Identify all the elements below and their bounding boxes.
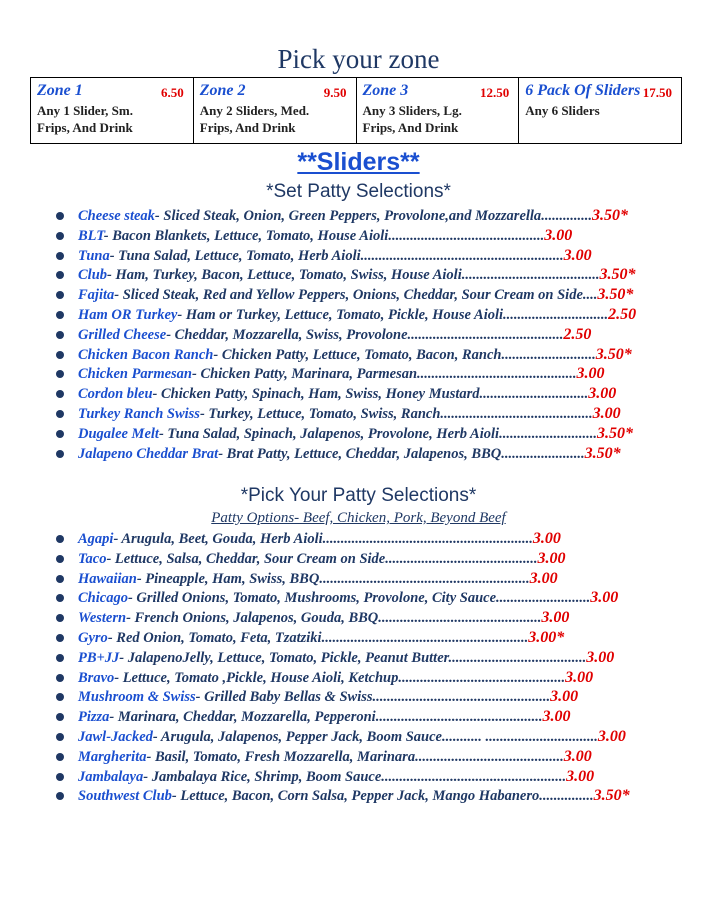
bullet-icon bbox=[56, 773, 64, 781]
bullet-icon bbox=[56, 634, 64, 642]
item-leader-dots: ....................... bbox=[501, 445, 585, 462]
zone-name: Zone 1 bbox=[37, 82, 83, 99]
menu-item bbox=[56, 628, 630, 648]
item-leader-dots: .............................................. bbox=[398, 669, 566, 686]
menu-item bbox=[56, 424, 636, 444]
pick-patty-heading: *Pick Your Patty Selections* bbox=[240, 485, 477, 506]
item-leader-dots: ................................................... bbox=[381, 768, 567, 785]
menu-item bbox=[56, 404, 636, 424]
item-description: - JalapenoJelly, Lettuce, Tomato, Pickle, Peanut Butter bbox=[119, 649, 449, 666]
item-description: - Brat Patty, Lettuce, Cheddar, Jalapenos, BBQ bbox=[218, 445, 502, 462]
menu-item bbox=[56, 588, 630, 608]
menu-item bbox=[56, 668, 630, 688]
bullet-icon bbox=[56, 693, 64, 701]
item-description: - Ham or Turkey, Lettuce, Tomato, Pickle, House Aioli bbox=[177, 306, 504, 323]
item-name: Chicken Bacon Ranch bbox=[78, 346, 214, 363]
item-leader-dots: ................................................. bbox=[372, 689, 551, 706]
item-name: Jambalaya bbox=[78, 768, 144, 785]
menu-item bbox=[56, 767, 630, 787]
pick-patty-list bbox=[56, 529, 630, 806]
zone-name: Zone 3 bbox=[362, 82, 409, 99]
item-description: - Lettuce, Salsa, Cheddar, Sour Cream on Side bbox=[106, 550, 386, 567]
item-price: 3.50* bbox=[593, 787, 630, 805]
bullet-icon bbox=[56, 430, 64, 438]
menu-item bbox=[56, 687, 630, 707]
item-description: - Jambalaya Rice, Shrimp, Boom Sauce bbox=[143, 768, 382, 785]
menu-item bbox=[56, 444, 636, 464]
item-price: 3.00 bbox=[541, 609, 570, 627]
zone-name: Zone 2 bbox=[199, 82, 246, 99]
zone-desc-line1: Any 1 Slider, Sm. bbox=[37, 103, 133, 118]
item-leader-dots: ........................................... bbox=[388, 227, 545, 244]
bullet-icon bbox=[56, 792, 64, 800]
bullet-icon bbox=[56, 232, 64, 240]
item-name: Bravo bbox=[78, 669, 115, 686]
item-price: 3.00 bbox=[537, 549, 566, 567]
item-name: Cordon bleu bbox=[78, 386, 153, 403]
item-leader-dots: .......................................................... bbox=[319, 570, 530, 587]
item-description: - Grilled Baby Bellas & Swiss bbox=[195, 689, 373, 706]
item-price: 3.50* bbox=[597, 286, 634, 304]
item-name: Pizza bbox=[78, 709, 110, 726]
item-price: 3.00* bbox=[528, 628, 565, 646]
bullet-icon bbox=[56, 614, 64, 622]
item-price: 3.00 bbox=[588, 385, 617, 403]
menu-item bbox=[56, 364, 636, 384]
bullet-icon bbox=[56, 331, 64, 339]
bullet-icon bbox=[56, 555, 64, 563]
bullet-icon bbox=[56, 450, 64, 458]
item-description: - Grilled Onions, Tomato, Mushrooms, Provolone, City Sauce bbox=[127, 590, 497, 607]
menu-item bbox=[56, 549, 630, 569]
bullet-icon bbox=[56, 390, 64, 398]
item-leader-dots: ........................................... bbox=[407, 326, 564, 343]
item-name: Cheese steak bbox=[78, 208, 155, 224]
bullet-icon bbox=[56, 370, 64, 378]
item-description: - Arugula, Jalapenos, Pepper Jack, Boom Sauce bbox=[152, 728, 442, 745]
bullet-icon bbox=[56, 212, 64, 220]
item-description: - French Onions, Jalapenos, Gouda, BBQ bbox=[126, 610, 379, 627]
item-leader-dots: ............................................. bbox=[378, 610, 542, 627]
item-leader-dots: ...................................... bbox=[461, 267, 600, 284]
item-price: 3.00 bbox=[590, 589, 619, 607]
item-description: - Turkey, Lettuce, Tomato, Swiss, Ranch bbox=[199, 405, 441, 422]
set-patty-heading: *Set Patty Selections* bbox=[266, 181, 451, 202]
menu-item bbox=[56, 226, 636, 246]
item-price: 3.00 bbox=[563, 246, 592, 264]
item-price: 3.00 bbox=[563, 747, 592, 765]
zone-price: 12.50 bbox=[480, 85, 510, 100]
item-name: Southwest Club bbox=[78, 788, 172, 805]
menu-item bbox=[56, 529, 630, 549]
menu-item bbox=[56, 325, 636, 345]
item-price: 3.00 bbox=[550, 688, 579, 706]
item-leader-dots: ............................. bbox=[503, 306, 609, 323]
item-description: - Cheddar, Mozzarella, Swiss, Provolone bbox=[166, 326, 408, 343]
item-leader-dots: .......................... bbox=[501, 346, 596, 363]
bullet-icon bbox=[56, 311, 64, 319]
item-description: - Tuna Salad, Lettuce, Tomato, Herb Aioli bbox=[109, 247, 361, 264]
item-leader-dots: ........................... bbox=[499, 425, 597, 442]
menu-item bbox=[56, 246, 636, 266]
item-name: Jawl-Jacked bbox=[78, 728, 153, 745]
menu-item bbox=[56, 727, 630, 747]
zone-desc-line1: Any 6 Sliders bbox=[525, 103, 600, 118]
item-name: Turkey Ranch Swiss bbox=[78, 405, 200, 422]
zone-name: 6 Pack Of Sliders bbox=[525, 82, 641, 99]
item-price: 3.00 bbox=[532, 530, 561, 547]
zone-desc-line1: Any 2 Sliders, Med. bbox=[199, 103, 310, 118]
menu-item bbox=[56, 345, 636, 365]
item-description: - Chicken Patty, Spinach, Ham, Swiss, Honey Mustard bbox=[152, 386, 480, 403]
item-description: - Sliced Steak, Red and Yellow Peppers, Onions, Cheddar, Sour Cream on Side bbox=[114, 287, 583, 304]
item-leader-dots: ......................................... bbox=[415, 748, 564, 765]
bullet-icon bbox=[56, 753, 64, 761]
bullet-icon bbox=[56, 654, 64, 662]
menu-item bbox=[56, 265, 636, 285]
bullet-icon bbox=[56, 291, 64, 299]
menu-item bbox=[56, 285, 636, 305]
bullet-icon bbox=[56, 594, 64, 602]
bullet-icon bbox=[56, 575, 64, 583]
item-price: 3.00 bbox=[576, 365, 605, 383]
bullet-icon bbox=[56, 410, 64, 418]
item-name: Western bbox=[78, 610, 127, 627]
item-leader-dots: .......................................... bbox=[440, 405, 593, 422]
zone-desc-line2: Frips, And Drink bbox=[199, 120, 296, 135]
zone-desc-line2: Frips, And Drink bbox=[362, 120, 459, 135]
menu-item bbox=[56, 384, 636, 404]
item-price: 3.00 bbox=[544, 226, 573, 244]
item-description: - Lettuce, Bacon, Corn Salsa, Pepper Jack, Mango Habanero bbox=[171, 788, 540, 805]
item-leader-dots: .... bbox=[582, 287, 598, 304]
zone-cell bbox=[519, 78, 682, 144]
item-description: - Sliced Steak, Onion, Green Peppers, Provolone,and Mozzarella bbox=[154, 208, 542, 224]
item-price: 3.00 bbox=[597, 727, 626, 745]
item-leader-dots: ......................................................... bbox=[321, 629, 529, 646]
item-price: 3.00 bbox=[586, 648, 615, 666]
item-description: - Basil, Tomato, Fresh Mozzarella, Marinara bbox=[146, 748, 416, 765]
item-price: 3.00 bbox=[565, 668, 594, 686]
item-name: Dugalee Melt bbox=[78, 425, 159, 442]
item-leader-dots: .......................................................... bbox=[322, 531, 533, 547]
sliders-heading: **Sliders** bbox=[297, 148, 420, 176]
item-name: Chicken Parmesan bbox=[78, 366, 192, 383]
zone-price: 17.50 bbox=[642, 85, 672, 100]
item-name: Jalapeno Cheddar Brat bbox=[78, 445, 219, 462]
menu-item bbox=[56, 569, 630, 589]
item-name: BLT bbox=[78, 227, 104, 244]
set-patty-list bbox=[56, 206, 636, 463]
item-price: 3.50* bbox=[596, 424, 633, 442]
zone-cell bbox=[31, 78, 194, 144]
menu-item bbox=[56, 747, 630, 767]
item-name: Grilled Cheese bbox=[78, 326, 167, 343]
item-name: Taco bbox=[78, 550, 107, 567]
item-price: 3.50* bbox=[584, 444, 621, 462]
item-leader-dots: ............... bbox=[539, 788, 594, 805]
zone-price: 9.50 bbox=[323, 85, 347, 100]
item-leader-dots: .............................................. bbox=[375, 709, 543, 726]
menu-item bbox=[56, 608, 630, 628]
bullet-icon bbox=[56, 271, 64, 279]
item-description: - Red Onion, Tomato, Feta, Tzatziki bbox=[107, 629, 322, 646]
zone-cell bbox=[193, 78, 356, 144]
item-description: - Pineapple, Ham, Swiss, BBQ bbox=[136, 570, 320, 587]
item-leader-dots: .......................... bbox=[496, 590, 591, 607]
item-name: Gyro bbox=[78, 629, 108, 646]
zone-table bbox=[30, 77, 682, 144]
item-name: Hawaiian bbox=[78, 570, 137, 587]
item-name: Chicago bbox=[78, 590, 128, 607]
item-name: Mushroom & Swiss bbox=[78, 689, 196, 706]
item-leader-dots: .............. bbox=[541, 208, 592, 224]
item-description: - Tuna Salad, Spinach, Jalapenos, Provolone, Herb Aioli bbox=[158, 425, 500, 442]
item-description: - Bacon Blankets, Lettuce, Tomato, House Aioli bbox=[103, 227, 389, 244]
menu-item bbox=[56, 305, 636, 325]
menu-item bbox=[56, 648, 630, 668]
item-price: 3.00 bbox=[566, 767, 595, 785]
item-name: Margherita bbox=[78, 748, 147, 765]
zone-price: 6.50 bbox=[161, 85, 184, 100]
menu-item bbox=[56, 206, 636, 226]
item-leader-dots: .......................................... bbox=[385, 550, 538, 567]
item-description: - Arugula, Beet, Gouda, Herb Aioli bbox=[113, 531, 323, 547]
item-name: Ham OR Turkey bbox=[78, 306, 178, 323]
item-name: Agapi bbox=[78, 531, 114, 547]
item-description: - Marinara, Cheddar, Mozzarella, Pepperoni bbox=[109, 709, 376, 726]
item-price: 2.50 bbox=[608, 305, 637, 323]
item-price: 3.00 bbox=[529, 569, 558, 587]
bullet-icon bbox=[56, 351, 64, 359]
bullet-icon bbox=[56, 535, 64, 543]
page-title: Pick your zone bbox=[277, 44, 440, 74]
patty-options: Patty Options- Beef, Chicken, Pork, Beyond Beef bbox=[211, 510, 506, 526]
item-price: 3.50* bbox=[599, 266, 636, 284]
bullet-icon bbox=[56, 674, 64, 682]
item-description: - Chicken Patty, Lettuce, Tomato, Bacon, Ranch bbox=[213, 346, 502, 363]
item-leader-dots: ........... ............................... bbox=[441, 728, 598, 745]
item-description: - Lettuce, Tomato ,Pickle, House Aioli, Ketchup bbox=[114, 669, 399, 686]
item-price: 3.50* bbox=[595, 345, 632, 363]
item-price: 3.00 bbox=[542, 708, 571, 726]
item-leader-dots: ...................................... bbox=[448, 649, 587, 666]
item-leader-dots: .............................. bbox=[479, 386, 589, 403]
item-name: PB+JJ bbox=[78, 649, 120, 666]
zone-desc-line2: Frips, And Drink bbox=[37, 120, 133, 135]
item-price: 2.50 bbox=[563, 325, 592, 343]
item-name: Tuna bbox=[78, 247, 110, 264]
item-description: - Chicken Patty, Marinara, Parmesan bbox=[192, 366, 418, 383]
menu-item bbox=[56, 707, 630, 727]
bullet-icon bbox=[56, 733, 64, 741]
item-description: - Ham, Turkey, Bacon, Lettuce, Tomato, Swiss, House Aioli bbox=[107, 267, 462, 284]
bullet-icon bbox=[56, 252, 64, 260]
item-name: Club bbox=[78, 267, 108, 284]
zone-desc-line1: Any 3 Sliders, Lg. bbox=[362, 103, 462, 118]
item-name: Fajita bbox=[78, 287, 115, 304]
zone-cell bbox=[356, 78, 519, 144]
item-leader-dots: ............................................ bbox=[417, 366, 577, 383]
item-leader-dots: ........................................................ bbox=[360, 247, 564, 264]
bullet-icon bbox=[56, 713, 64, 721]
item-price: 3.50* bbox=[591, 207, 628, 224]
menu-item bbox=[56, 786, 630, 806]
item-price: 3.00 bbox=[592, 404, 621, 422]
